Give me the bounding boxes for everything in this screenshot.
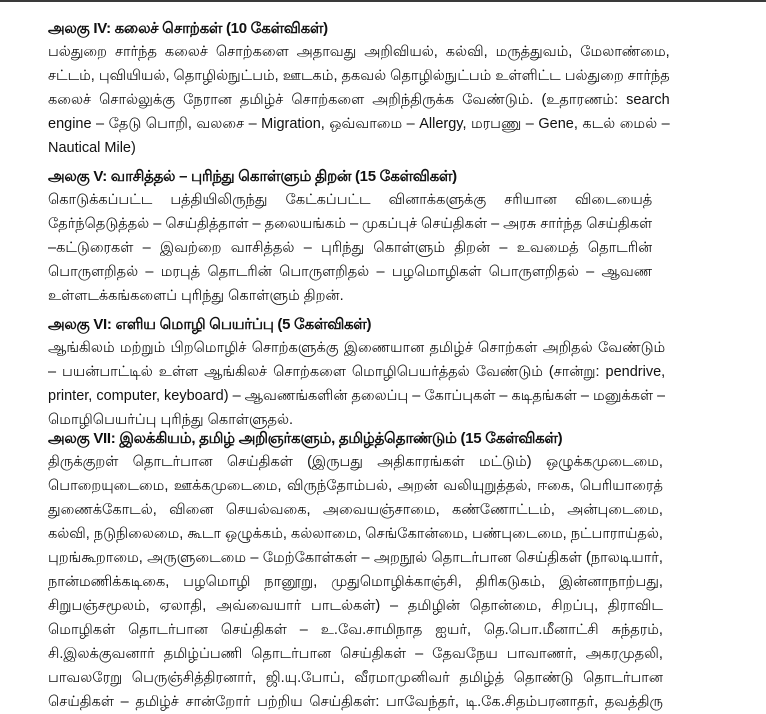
paragraph-line: சிறுபஞ்சமூலம், ஏலாதி, அவ்வையார் பாடல்கள்) – தமிழின் தொன்மை, சிறப்பு, திராவிட xyxy=(48,598,663,614)
paragraph-line: பல்துறை சார்ந்த கலைச் சொற்களை அதாவது அறிவியல், கல்வி, மருத்துவம், மேலாண்மை, xyxy=(48,44,670,60)
section-unit-7 xyxy=(48,428,663,714)
section-unit-5 xyxy=(48,166,652,308)
paragraph-line: பொருளறிதல் – மரபுத் தொடரின் பொருளறிதல் – பழமொழிகள் பொருளறிதல் – ஆவண xyxy=(48,264,653,280)
paragraph-line: கல்வி, நடுநிலைமை, கூடா ஒழுக்கம், கல்லாமை, செங்கோன்மை, பண்புடைமை, நட்பாராய்தல், xyxy=(48,526,663,542)
paragraph-line: கலைச் சொல்லுக்கு நேரான தமிழ்ச் சொற்களை அறிந்திருக்க வேண்டும். (உதாரணம்: search xyxy=(48,92,670,108)
paragraph-line: சட்டம், புவியியல், தொழில்நுட்பம், ஊடகம், தகவல் தொழில்நுட்பம் உள்ளிட்ட பல்துறை சார்ந்த xyxy=(48,68,670,84)
section-unit-4 xyxy=(48,18,670,160)
paragraph-line: தேர்ந்தெடுத்தல் – செய்தித்தாள் – தலையங்கம் – முகப்புச் செய்திகள் – அரசு சார்ந்த செய்திகள் xyxy=(48,216,653,232)
section-heading: அலகு VII: இலக்கியம், தமிழ் அறிஞர்களும், தமிழ்த்தொண்டும் (15 கேள்விகள்) xyxy=(48,430,563,447)
paragraph-line: பொறையுடைமை, ஊக்கமுடைமை, விருந்தோம்பல், அறன் வலியுறுத்தல், ஈகை, பெரியாரைத் xyxy=(48,478,663,494)
paragraph-line: மொழிகள் தொடர்பான செய்திகள் – உ.வே.சாமிநாத ஐயர், தெ.பொ.மீனாட்சி சுந்தரம், xyxy=(48,622,663,638)
paragraph-line: திருக்குறள் தொடர்பான செய்திகள் (இருபது அதிகாரங்கள் மட்டும்) ஒழுக்கமுடைமை, xyxy=(48,454,663,470)
paragraph-line: புறங்கூறாமை, அருளுடைமை – மேற்கோள்கள் – அறநூல் தொடர்பான செய்திகள் (நாலடியார், xyxy=(48,550,663,566)
paragraph-line: printer, computer, keyboard) – ஆவணங்களின் தலைப்பு – கோப்புகள் – கடிதங்கள் – மனுக்கள் – xyxy=(48,388,666,404)
paragraph-line: Nautical Mile) xyxy=(48,140,136,156)
section-heading: அலகு V: வாசித்தல் – புரிந்து கொள்ளும் திறன் (15 கேள்விகள்) xyxy=(48,168,457,185)
paragraph-line: மொழிபெயர்ப்பு புரிந்து கொள்ளுதல். xyxy=(48,412,294,428)
paragraph-line: நான்மணிக்கடிகை, பழமொழி நானூறு, முதுமொழிக்காஞ்சி, திரிகடுகம், இன்னாநாற்பது, xyxy=(48,574,663,590)
paragraph-line: கொடுக்கப்பட்ட பத்தியிலிருந்து கேட்கப்பட்ட வினாக்களுக்கு சரியான விடையைத் xyxy=(48,192,653,208)
section-unit-6 xyxy=(48,314,665,432)
paragraph-line: சி.இலக்குவனார் தமிழ்ப்பணி தொடர்பான செய்திகள் – தேவநேய பாவாணர், அகரமுதலி, xyxy=(48,646,663,662)
paragraph-line: பாவலரேறு பெருஞ்சித்திரனார், ஜி.யு.போப், வீரமாமுனிவர் தமிழ்த் தொண்டு தொடர்பான xyxy=(48,670,663,686)
paragraph-line: engine – தேடு பொறி, வலசை – Migration, ஒவ்வாமை – Allergy, மரபணு – Gene, கடல் மைல் – xyxy=(48,116,670,132)
paragraph-line: உள்ளடக்கங்களைப் புரிந்து கொள்ளும் திறன். xyxy=(48,288,344,304)
section-heading: அலகு VI: எளிய மொழி பெயர்ப்பு (5 கேள்விகள்) xyxy=(48,316,372,333)
paragraph-line: – பயன்பாட்டில் உள்ள ஆங்கிலச் சொற்களை மொழிபெயர்த்தல் வேண்டும் (சான்று: pendrive, xyxy=(48,364,666,380)
paragraph-line: –கட்டுரைகள் – இவற்றை வாசித்தல் – புரிந்து கொள்ளும் திறன் – உவமைத் தொடரின் xyxy=(48,240,653,256)
section-heading: அலகு IV: கலைச் சொற்கள் (10 கேள்விகள்) xyxy=(48,20,328,37)
paragraph-line: ஆங்கிலம் மற்றும் பிறமொழிச் சொற்களுக்கு இணையான தமிழ்ச் சொற்கள் அறிதல் வேண்டும் xyxy=(48,340,666,356)
top-border xyxy=(0,0,766,2)
paragraph-line: துணைக்கோடல், வினை செயல்வகை, அவையஞ்சாமை, கண்ணோட்டம், அன்புடைமை, xyxy=(48,502,663,518)
paragraph-line: செய்திகள் – தமிழ்ச் சான்றோர் பற்றிய செய்திகள்: பாவேந்தர், டி.கே.சிதம்பரனாதர், தவத்திரு xyxy=(48,694,663,710)
